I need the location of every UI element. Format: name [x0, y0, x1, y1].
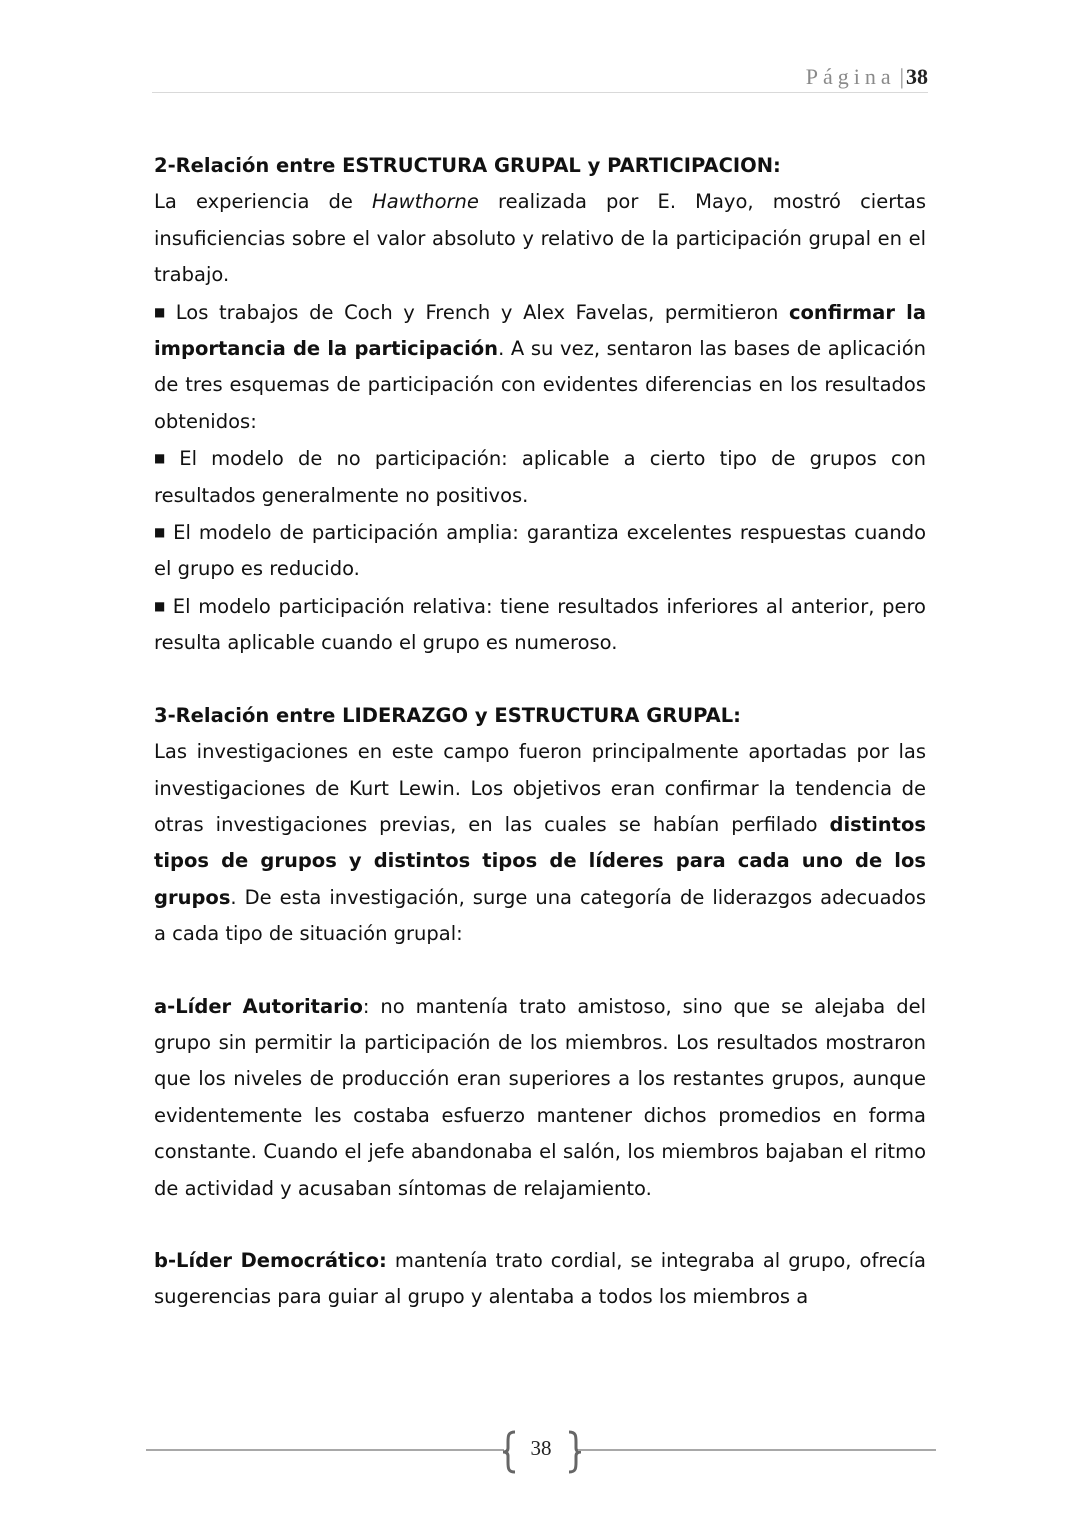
square-bullet-icon: ■ [154, 304, 170, 319]
page-header [152, 62, 928, 93]
section-3-heading: 3-Relación entre LIDERAZGO y ESTRUCTURA GRUPAL: [154, 703, 741, 727]
bullet-item: ■ El modelo de participación amplia: garantiza excelentes respuestas cuando el grupo es reducido. [154, 521, 926, 581]
footer-rule-left [146, 1449, 504, 1451]
right-brace-icon [566, 1430, 582, 1474]
header-separator: | [899, 64, 904, 89]
section-2-heading: 2-Relación entre ESTRUCTURA GRUPAL y PARTICIPACION: [154, 154, 781, 177]
hawthorne-italic: Hawthorne [372, 190, 479, 214]
square-bullet-icon: ■ [154, 451, 174, 466]
bullet-item: ■ El modelo participación relativa: tiene resultados inferiores al anterior, pero resulta aplicable cuando el grupo es numeroso. [154, 594, 926, 655]
square-bullet-icon: ■ [154, 525, 168, 540]
bullet-item: ■ Los trabajos de Coch y French y Alex Favelas, permitieron confirmar la importancia de la participación. A su vez, sentaron las bases de aplicación de tres esquemas de participación con evidentes diferencias en los resultados obtenidos: [154, 300, 926, 433]
leader-authoritarian-paragraph: a-Líder Autoritario: no mantenía trato amistoso, sino que se alejaba del grupo sin permitir la participación de los miembros. Los resultados mostraron que los niveles de producción eran superiores a los restantes grupos, aunque evidentemente les costaba esfuerzo mantener dichos promedios en forma constante. Cuando el jefe abandonaba el salón, los miembros bajaban el ritmo de actividad y acusaban síntomas de relajamiento. [154, 994, 926, 1200]
footer-page-number: 38 [530, 1436, 552, 1460]
square-bullet-icon: ■ [154, 598, 167, 613]
header-page-number: 38 [906, 64, 928, 89]
footer-rule-right [578, 1449, 936, 1451]
section-2-intro-paragraph: La experiencia de Hawthorne realizada por E. Mayo, mostró ciertas insuficiencias sobre el valor absoluto y relativo de la participación grupal en el trabajo. [154, 190, 926, 287]
page-footer [146, 1430, 936, 1474]
bullet-item: ■ El modelo de no participación: aplicable a cierto tipo de grupos con resultados generalmente no positivos. [154, 447, 926, 507]
header-page-word: Página [805, 64, 896, 89]
section-3-intro-paragraph: Las investigaciones en este campo fueron principalmente aportadas por las investigaciones de Kurt Lewin. Los objetivos eran confirmar la tendencia de otras investigaciones previas, en las cuales se habían perfilado distintos tipos de grupos y distintos tipos de líderes para cada uno de los grupos. De esta investigación, surge una categoría de liderazgos adecuados a cada tipo de situación grupal: [154, 740, 926, 946]
page-content [154, 148, 926, 1316]
leader-democratic-paragraph: b-Líder Democrático: mantenía trato cordial, se integraba al grupo, ofrecía sugerencias para guiar al grupo y alentaba a todos los miembros a [154, 1248, 926, 1309]
